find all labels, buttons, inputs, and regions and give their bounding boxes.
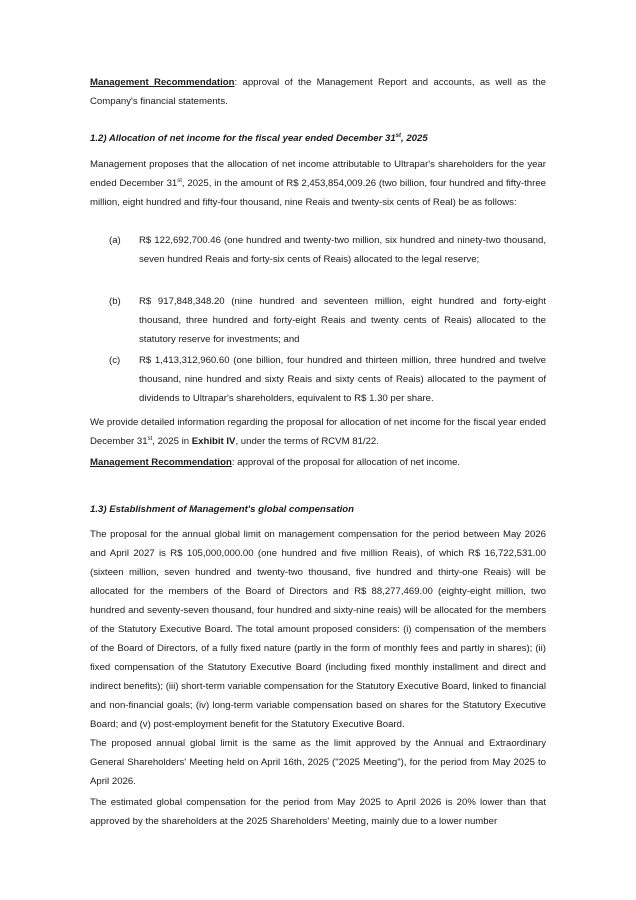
management-recommendation-1	[90, 73, 546, 111]
heading-sup: st	[395, 132, 402, 139]
detail-text-a: We provide detailed information regarding the proposal for allocation of net income for the fiscal year ended December 31	[90, 417, 546, 447]
intro-text-a: Management proposes that the allocation of net income attributable to Ultrapar's shareholders for the year ended December 31	[90, 159, 546, 189]
detail-sup: st	[147, 435, 153, 442]
compensation-paragraph-2: The proposed annual global limit is the same as the limit approved by the Annual and Extraordinary General Shareholders' Meeting held on April 16th, 2025 ("2025 Meeting"), for the period from May 2025 to April 2026.	[90, 738, 546, 787]
exhibit-reference-paragraph	[90, 413, 546, 451]
allocation-item-a	[109, 231, 546, 269]
recommendation-text: : approval of the Management Report and accounts, as well as the Company's financial statements.	[90, 77, 546, 107]
item-text: R$ 122,692,700.46 (one hundred and twenty-two million, six hundred and ninety-two thousand, seven hundred Reais and forty-six cents of Reais) allocated to the legal reserve;	[139, 235, 546, 265]
recommendation-label: Management Recommendation	[90, 77, 235, 88]
allocation-item-b	[109, 292, 546, 349]
section-heading-1-3	[90, 500, 546, 519]
heading-text: 1.3) Establishment of Management's global compensation	[90, 504, 355, 515]
management-recommendation-2	[90, 453, 546, 472]
recommendation-label: Management Recommendation	[90, 457, 232, 468]
detail-text-b: , 2025 in	[152, 436, 192, 447]
intro-sup: st	[177, 177, 182, 184]
item-marker: (a)	[109, 235, 121, 246]
item-marker: (c)	[109, 355, 121, 366]
compensation-paragraph-1: The proposal for the annual global limit on management compensation for the period between May 2026 and April 2027 is R$ 105,000,000.00 (one hundred and five million Reais), of which R$ 16,722,531.00 (sixteen million, seven hundred and twenty-two thousand, five hundred and thirty-one Reais) will be allocated for the members of the Board of Directors and R$ 88,277,469.00 (eighty-eight million, two hundred and seventy-seven thousand, four hundred and sixty-nine reais) will be allocated for the members of the Statutory Executive Board. The total amount proposed considers: (i) compensation of the members of the Board of Directors, of a fully fixed nature (partly in the form of monthly fees and partly in shares); (ii) fixed compensation of the Statutory Executive Board (including fixed monthly installment and direct and indirect benefits); (iii) short-term variable compensation for the Statutory Executive Board, linked to financial and non-financial goals; (iv) long-term variable compensation based on shares for the Statutory Executive Board; and (v) post-employment benefit for the Statutory Executive Board.	[90, 529, 546, 730]
intro-text-b: , 2025, in the amount of R$ 2,453,854,009.26 (two billion, four hundred and fifty-three million, eight hundred and fifty-four thousand, nine Reais and twenty-six cents of Real) be as follows:	[90, 178, 546, 208]
heading-end: , 2025	[401, 133, 428, 144]
item-marker: (b)	[109, 296, 121, 307]
allocation-item-c	[109, 351, 546, 408]
recommendation-text: : approval of the proposal for allocation of net income.	[231, 457, 461, 468]
item-text: R$ 917,848,348.20 (nine hundred and seventeen million, eight hundred and forty-eight thousand, three hundred and forty-eight Reais and twenty cents of Reais) allocated to the statutory reserve for investments; and	[139, 296, 546, 345]
allocation-intro-paragraph	[90, 155, 546, 212]
item-text: R$ 1,413,312,960.60 (one billion, four hundred and thirteen million, three hundred and twelve thousand, nine hundred and sixty Reais and sixty cents of Reais) allocated to the payment of dividends to Ultrapar's shareholders, equivalent to R$ 1.30 per share.	[139, 355, 546, 404]
exhibit-label: Exhibit IV	[191, 436, 236, 447]
compensation-paragraph-3: The estimated global compensation for the period from May 2025 to April 2026 is 20% lower than that approved by the shareholders at the 2025 Shareholders' Meeting, mainly due to a lower number	[90, 797, 546, 827]
detail-text-c: , under the terms of RCVM 81/22.	[235, 436, 379, 447]
section-heading-1-2	[90, 129, 546, 148]
heading-text: 1.2) Allocation of net income for the fiscal year ended December 31	[90, 133, 396, 144]
